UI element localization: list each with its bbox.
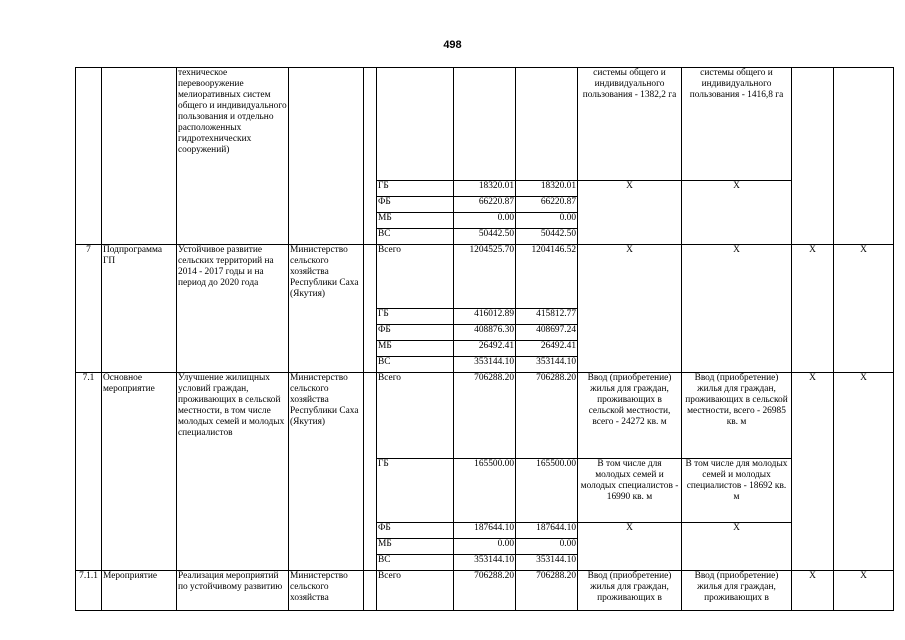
x-mark: X (792, 571, 834, 611)
amount-planned: 408876.30 (454, 325, 516, 341)
amount-actual: 165500.00 (516, 459, 578, 523)
amount-planned: 26492.41 (454, 341, 516, 357)
x-mark: X (578, 245, 682, 373)
amount-actual: 706288.20 (516, 373, 578, 459)
x-mark: X (834, 571, 894, 611)
measure-name: Улучшение жилищных условий граждан, проживающих в сельской местности, в том числе молодых семей и молодых специалистов (177, 373, 289, 571)
amount-planned: 0.00 (454, 213, 516, 229)
x-mark: X (834, 245, 894, 373)
funding-source: ФБ (377, 197, 454, 213)
row-number: 7.1.1 (76, 571, 102, 611)
indicator-2015-young: В том числе для молодых семей и молодых специалистов - 18692 кв. м (682, 459, 792, 523)
amount-actual: 50442.50 (516, 229, 578, 245)
amount-actual: 353144.10 (516, 555, 578, 571)
x-mark: X (682, 245, 792, 373)
table-row (76, 68, 894, 181)
indicator-2014: Ввод (приобретение) жилья для граждан, проживающих в сельской местности, всего - 24272 кв. м (578, 373, 682, 459)
amount-actual: 706288.20 (516, 571, 578, 611)
amount-actual: 0.00 (516, 213, 578, 229)
amount-planned: 353144.10 (454, 555, 516, 571)
indicator-2014: системы общего и индивидуального пользования - 1382,2 га (578, 68, 682, 181)
amount-planned: 165500.00 (454, 459, 516, 523)
x-mark: X (682, 523, 792, 571)
indicator-2014-young: В том числе для молодых семей и молодых специалистов - 16990 кв. м (578, 459, 682, 523)
amount-actual: 187644.10 (516, 523, 578, 539)
funding-source: Всего (377, 571, 454, 611)
funding-source: МБ (377, 539, 454, 555)
executor: Министерство сельского хозяйства Республики Саха (Якутия) (289, 245, 364, 373)
executor: Министерство сельского хозяйства (289, 571, 364, 611)
funding-source: ВС (377, 555, 454, 571)
amount-planned: 18320.01 (454, 181, 516, 197)
row-number: 7 (76, 245, 102, 373)
measure-name: техническое перевооружение мелиоративных систем общего и индивидуального пользования и отдельно расположенных гидротехнических сооружений) (177, 68, 289, 245)
table-row (76, 571, 894, 611)
funding-source: Всего (377, 245, 454, 309)
indicator-2014: Ввод (приобретение) жилья для граждан, проживающих в (578, 571, 682, 611)
x-mark: X (792, 245, 834, 373)
funding-source: ФБ (377, 523, 454, 539)
indicator-2015: системы общего и индивидуального пользования - 1416,8 га (682, 68, 792, 181)
funding-source: ВС (377, 357, 454, 373)
row-type: Подпрограмма ГП (102, 245, 177, 373)
measure-name: Реализация мероприятий по устойчивому развитию (177, 571, 289, 611)
amount-actual: 408697.24 (516, 325, 578, 341)
funding-source: МБ (377, 341, 454, 357)
amount-planned: 0.00 (454, 539, 516, 555)
x-mark: X (792, 373, 834, 571)
amount-planned: 353144.10 (454, 357, 516, 373)
amount-planned: 706288.20 (454, 571, 516, 611)
executor: Министерство сельского хозяйства Республики Саха (Якутия) (289, 373, 364, 571)
page-number: 498 (443, 39, 462, 51)
program-table (75, 67, 894, 611)
indicator-2015: Ввод (приобретение) жилья для граждан, проживающих в сельской местности, всего - 26985 кв. м (682, 373, 792, 459)
funding-source: Всего (377, 373, 454, 459)
x-mark: X (578, 181, 682, 245)
amount-actual: 1204146.52 (516, 245, 578, 309)
funding-source: ГБ (377, 181, 454, 197)
amount-actual: 0.00 (516, 539, 578, 555)
row-number: 7.1 (76, 373, 102, 571)
amount-actual: 353144.10 (516, 357, 578, 373)
amount-planned: 66220.87 (454, 197, 516, 213)
x-mark: X (578, 523, 682, 571)
funding-source: ГБ (377, 459, 454, 523)
table-row (76, 373, 894, 459)
row-type: Мероприятие (102, 571, 177, 611)
amount-planned: 50442.50 (454, 229, 516, 245)
amount-actual: 26492.41 (516, 341, 578, 357)
funding-source: ГБ (377, 309, 454, 325)
table-row (76, 245, 894, 309)
funding-source: МБ (377, 213, 454, 229)
amount-actual: 415812.77 (516, 309, 578, 325)
row-type: Основное мероприятие (102, 373, 177, 571)
indicator-2015: Ввод (приобретение) жилья для граждан, проживающих в (682, 571, 792, 611)
amount-planned: 1204525.70 (454, 245, 516, 309)
funding-source: ВС (377, 229, 454, 245)
x-mark: X (682, 181, 792, 245)
amount-actual: 18320.01 (516, 181, 578, 197)
x-mark: X (834, 373, 894, 571)
amount-actual: 66220.87 (516, 197, 578, 213)
amount-planned: 416012.89 (454, 309, 516, 325)
measure-name: Устойчивое развитие сельских территорий на 2014 - 2017 годы и на период до 2020 года (177, 245, 289, 373)
amount-planned: 706288.20 (454, 373, 516, 459)
amount-planned: 187644.10 (454, 523, 516, 539)
funding-source: ФБ (377, 325, 454, 341)
